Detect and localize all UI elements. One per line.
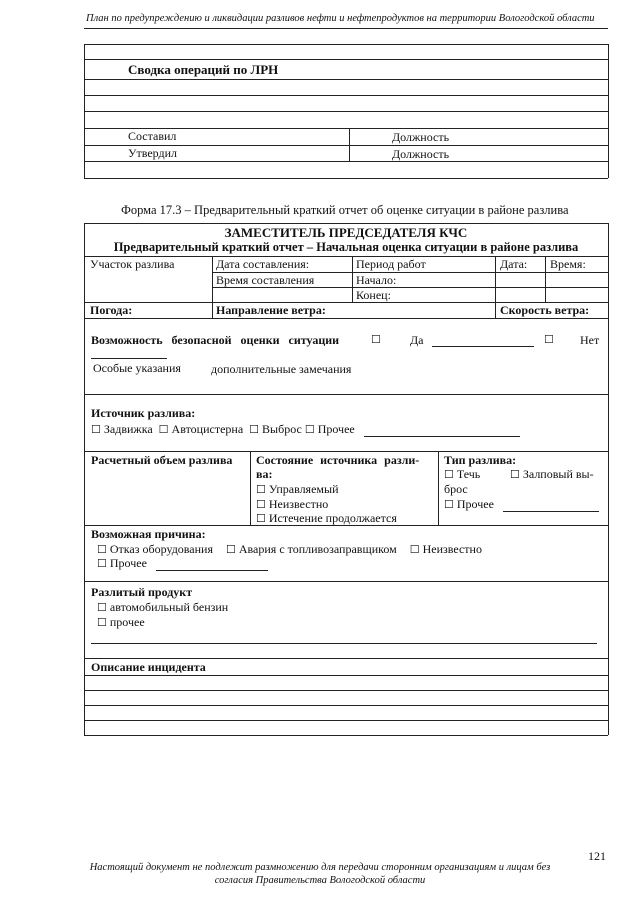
spill-type-label: Тип разлива: (444, 453, 517, 467)
cause-other-fill-line (156, 570, 268, 571)
start-label: Начало: (356, 273, 397, 287)
checkbox-icon[interactable]: ☐ (256, 513, 266, 525)
yes-fill-line (432, 346, 534, 347)
checkbox-icon[interactable]: ☐ (97, 617, 107, 629)
checkbox-icon[interactable]: ☐ (249, 424, 260, 436)
estimated-volume-label: Расчетный объем разлива (91, 453, 233, 467)
spill-type-other-fill-line (503, 511, 599, 512)
checkbox-icon[interactable]: ☐ (409, 544, 420, 556)
cause-unknown: Неизвестно (422, 542, 482, 556)
cause-equipment-failure: Отказ оборудования (109, 542, 213, 556)
running-header: План по предупреждению и ликвидации разливов нефти и нефтепродуктов на территории Вологодской области (86, 13, 595, 24)
composed-by-label: Составил (128, 129, 177, 143)
checkbox-icon[interactable]: ☐ (226, 544, 236, 556)
header-rule (84, 28, 608, 29)
checkbox-icon[interactable]: ☐ (544, 334, 554, 346)
checkbox-icon[interactable]: ☐ (97, 602, 107, 614)
spill-type-other: ☐ Прочее (444, 497, 599, 512)
source-state-label-1: Состояние источника разли- (256, 453, 420, 467)
checkbox-icon[interactable]: ☐ (304, 424, 315, 436)
checkbox-icon[interactable]: ☐ (91, 424, 101, 436)
time-label: Время: (550, 257, 586, 271)
instructions-short-line (91, 358, 167, 359)
spill-source-options (91, 422, 520, 437)
spill-type-burst-cont: брос (444, 482, 468, 496)
form-caption: Форма 17.3 – Предварительный краткий отчет об оценке ситуации в районе разлива (121, 203, 569, 217)
footer-line-1: Настоящий документ не подлежит размножению для передачи сторонним организациям и лицам без (89, 862, 551, 873)
spill-type-leak: ☐ Течь (444, 467, 481, 481)
footer-line-2: согласия Правительства Вологодской области (214, 875, 426, 886)
cause-other: ☐ Прочее (97, 556, 268, 571)
option-other: Прочее (317, 422, 355, 436)
end-label: Конец: (356, 288, 391, 302)
option-tanker: Автоцистерна (171, 422, 244, 436)
date-composed-label: Дата составления: (216, 257, 310, 271)
cause-label: Возможная причина: (91, 527, 206, 541)
position-label-approved: Должность (392, 147, 450, 161)
form-subtitle: Предварительный краткий отчет – Начальная оценка ситуации в районе разлива (113, 240, 579, 254)
state-option-controlled: ☐ Управляемый (256, 482, 339, 496)
source-other-fill-line (364, 436, 520, 437)
checkbox-icon[interactable]: ☐ (97, 558, 107, 570)
operations-summary-title: Сводка операций по ЛРН (128, 62, 279, 77)
additional-remarks-label: дополнительные замечания (211, 362, 352, 376)
approved-by-label: Утвердил (128, 146, 178, 160)
spill-source-label: Источник разлива: (91, 406, 196, 420)
work-period-label: Период работ (356, 257, 426, 271)
time-composed-label: Время составления (216, 273, 315, 287)
wind-direction-label: Направление ветра: (216, 303, 326, 317)
date-label: Дата: (500, 257, 528, 271)
safe-assessment-label: Возможность безопасной оценки ситуации (91, 333, 340, 347)
cause-refueler-accident: Авария с топливозаправщиком (238, 542, 397, 556)
product-fill-line (91, 643, 597, 644)
wind-speed-label: Скорость ветра: (500, 303, 590, 317)
checkbox-icon[interactable]: ☐ (256, 499, 266, 511)
checkbox-icon[interactable]: ☐ (444, 499, 454, 511)
option-release: Выброс (262, 422, 302, 436)
weather-label: Погода: (90, 303, 133, 317)
checkbox-icon[interactable]: ☐ (371, 334, 381, 346)
product-option-other: ☐ прочее (97, 615, 145, 629)
state-option-ongoing: ☐ Истечение продолжается (256, 511, 397, 525)
safe-assessment-yes: Да (410, 333, 424, 347)
source-state-label-2: ва: (256, 467, 273, 481)
product-option-gasoline: ☐ автомобильный бензин (97, 600, 229, 614)
page-number: 121 (588, 849, 606, 863)
spilled-product-label: Разлитый продукт (91, 585, 193, 599)
checkbox-icon[interactable]: ☐ (444, 469, 454, 481)
safe-assessment-no: Нет (580, 333, 600, 347)
checkbox-icon[interactable]: ☐ (510, 469, 520, 481)
checkbox-icon[interactable]: ☐ (97, 544, 107, 556)
position-label-composed: Должность (392, 130, 450, 144)
checkbox-icon[interactable]: ☐ (158, 424, 169, 436)
cause-options (97, 542, 482, 557)
form-title: ЗАМЕСТИТЕЛЬ ПРЕДСЕДАТЕЛЯ КЧС (224, 225, 468, 240)
incident-description-label: Описание инцидента (91, 660, 206, 674)
spill-section-label: Участок разлива (90, 257, 175, 271)
special-instructions-label: Особые указания (93, 361, 181, 375)
option-valve: Задвижка (103, 422, 153, 436)
spill-type-burst: ☐ Залповый вы- (510, 467, 594, 481)
checkbox-icon[interactable]: ☐ (256, 484, 266, 496)
state-option-unknown: ☐ Неизвестно (256, 497, 329, 511)
